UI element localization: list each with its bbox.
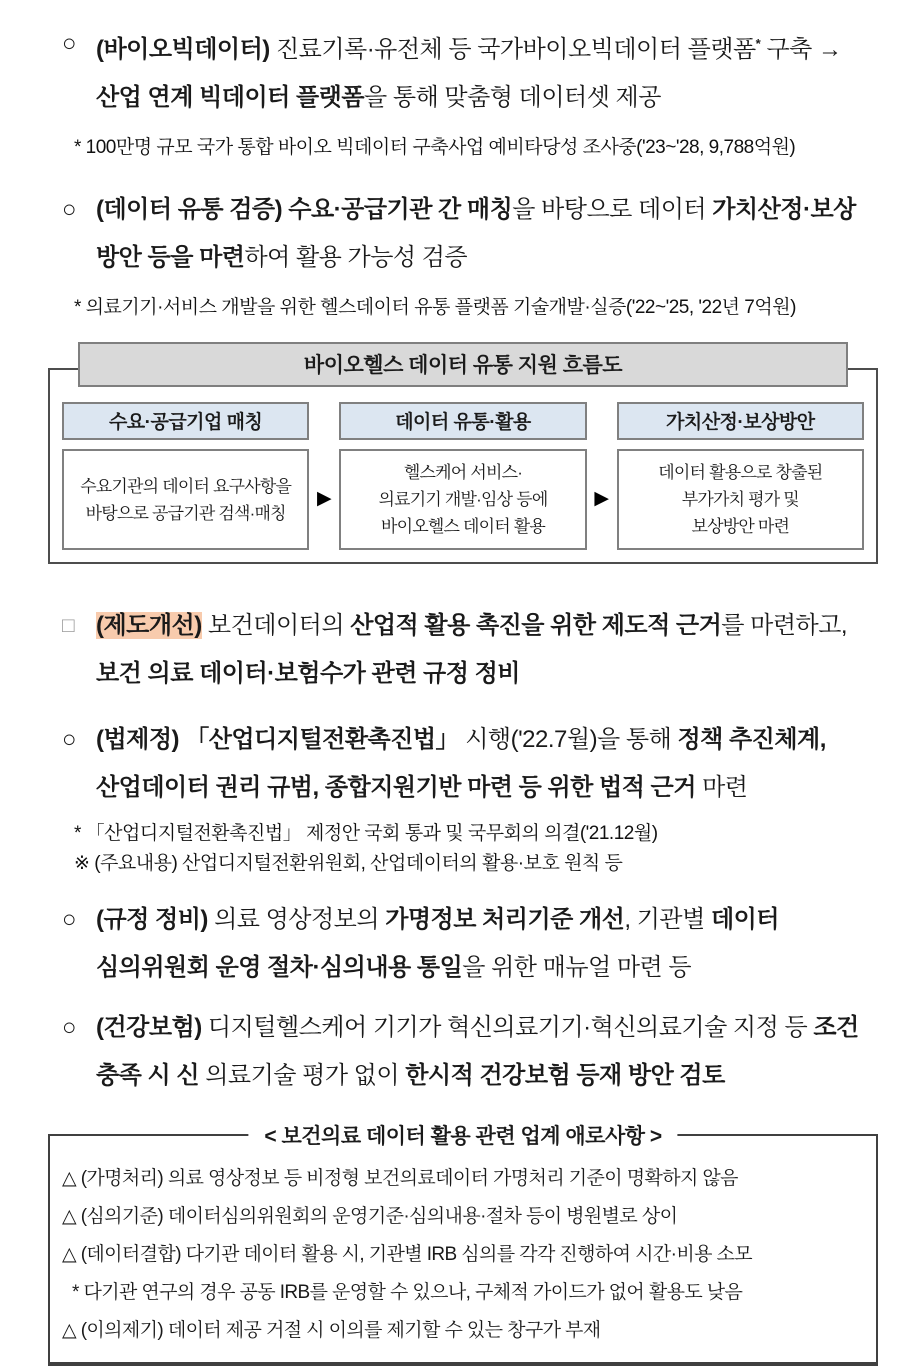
circle-bullet-icon: ○ [62,726,76,753]
paragraph-text [96,186,880,282]
text-segment: 를 마련하고, [721,612,848,639]
paragraph-institution-improvement [62,602,880,698]
text-segment: 보건데이터의 [201,612,351,639]
callout-item-review-criteria: △ (심의기준) 데이터심의위원회의 운영기준·심의내용·절차 등이 병원별로 상이 [62,1206,678,1227]
paragraph-health-insurance [62,1004,880,1100]
flow-column-matching [62,402,309,550]
paragraph-text [96,602,880,698]
text-segment: 데이터 심의위원회 운영 절차·심의내용 통일 [96,906,779,981]
text-segment: 하여 활용 가능성 검증 [244,244,468,271]
flow-box-line: 바이오헬스 데이터 활용 [380,517,546,536]
flow-box-line: 의료기기 개발·임상 등에 [378,490,548,509]
circle-bullet-icon: ○ [62,30,76,57]
text-segment: 의료기술 평가 없이 [199,1062,406,1089]
text-segment: (데이터 유통 검증) [96,196,289,223]
text-segment: (바이오빅데이터) [96,36,276,63]
text-segment: 을 위한 매뉴얼 마련 등 [462,954,692,981]
text-segment: 의료 영상정보의 [214,906,386,933]
flow-column-header: 가치산정·보상방안 [617,402,864,440]
callout-title: < 보건의료 데이터 활용 관련 업계 애로사항 > [248,1120,677,1150]
paragraph-bio-bigdata [62,20,880,122]
footnote-law-main-content: ※ (주요내용) 산업디지털전환위원회, 산업데이터의 활용·보호 원칙 등 [74,853,623,874]
right-arrow-icon: ▶ [317,487,332,509]
text-segment: 정책 추진체계, 산업데이터 권리 규범, 종합지원기반 마련 등 위한 법적 근거 [96,726,826,801]
flow-box-line: 수요기관의 데이터 요구사항을 [80,476,292,496]
circle-bullet-icon: ○ [62,196,76,223]
text-segment: (건강보험) [96,1014,208,1041]
text-segment: 가명정보 처리기준 개선 [385,906,625,933]
text-segment: 가치산정·보상 방안 등을 마련 [96,196,856,271]
text-segment: 진료기록·유전체 등 국가바이오빅데이터 플랫폼 [275,36,756,63]
text-segment: 한시적 건강보험 등재 방안 검토 [405,1062,725,1089]
flow-content-box [62,449,309,550]
circle-bullet-icon: ○ [62,906,76,933]
text-segment: 을 바탕으로 데이터 [512,196,713,223]
flow-box-line: 데이터 활용으로 창출된 [658,463,823,482]
paragraph-text [96,20,880,122]
text-segment: 디지털헬스케어 기기가 혁신의료기기·혁신의료기술 지정 등 [207,1014,814,1041]
flowchart-bio-health-data-flow [48,342,878,564]
text-segment: 「산업디지털전환촉진법」 [185,726,460,753]
flow-box-line: 바탕으로 공급기관 검색·매칭 [85,503,286,523]
text-segment: , 기관별 [624,906,711,933]
text-segment: 조건 충족 시 신 [96,1014,859,1089]
text-segment: 보건 의료 데이터·보험수가 관련 규정 정비 [96,660,520,687]
flow-content-box [339,449,586,550]
text-segment: 산업적 활용 촉진을 위한 제도적 근거 [350,612,722,639]
flow-column-header: 데이터 유통·활용 [339,402,586,440]
text-segment: * [755,36,761,51]
flow-column-distribution [339,402,586,550]
text-segment: 산업 연계 빅데이터 플랫폼 [96,84,365,111]
text-segment: 시행('22.7월)을 통해 [459,726,678,753]
circle-bullet-icon: ○ [62,1014,76,1041]
text-segment: (제도개선) [96,612,202,639]
text-segment: (규정 정비) [96,906,215,933]
flow-box-line: 보상방안 마련 [691,517,790,536]
flow-box-line: 헬스케어 서비스· [403,463,523,482]
right-arrow-icon: ▶ [594,487,609,509]
flow-column-valuation [617,402,864,550]
text-segment: 수요·공급기관 간 매칭 [288,196,513,223]
checkbox-bullet-icon: □ [62,614,75,637]
flowchart-body [48,368,878,564]
flow-content-box [617,449,864,550]
text-segment: 을 통해 맞춤형 데이터셋 제공 [364,84,661,111]
callout-item-objection: △ (이의제기) 데이터 제공 거절 시 이의를 제기할 수 있는 창구가 부재 [62,1320,601,1341]
footnote-bio-bigdata: * 100만명 규모 국가 통합 바이오 빅데이터 구축사업 예비타당성 조사중('23~'28, 9,788억원) [74,137,796,158]
paragraph-text [96,1004,880,1100]
paragraph-text [96,896,880,992]
paragraph-law-enactment [62,716,880,812]
text-segment: (법제정) [96,726,186,753]
flow-box-line: 부가가치 평가 및 [681,490,799,509]
text-segment: 구축 → [760,36,842,63]
callout-industry-difficulties [48,1125,878,1366]
callout-subitem-joint-irb: * 다기관 연구의 경우 공동 IRB를 운영할 수 있으나, 구체적 가이드가 없어 활용도 낮음 [72,1282,743,1303]
flow-column-header: 수요·공급기업 매칭 [62,402,309,440]
paragraph-data-distribution [62,186,880,282]
footnote-data-distribution: * 의료기기·서비스 개발을 위한 헬스데이터 유통 플랫폼 기술개발·실증('22~'25, '22년 7억원) [74,297,796,318]
paragraph-text [96,716,880,812]
callout-item-pseudonymization: △ (가명처리) 의료 영상정보 등 비정형 보건의료데이터 가명처리 기준이 명확하지 않음 [62,1168,738,1189]
text-segment: 마련 [695,774,748,801]
footnote-law-passage: * 「산업디지털전환촉진법」 제정안 국회 통과 및 국무회의 의결('21.12월) [74,823,658,844]
paragraph-regulation-maintenance [62,896,880,992]
callout-item-data-combination: △ (데이터결합) 다기관 데이터 활용 시, 기관별 IRB 심의를 각각 진행하여 시간·비용 소모 [62,1244,753,1265]
flowchart-title: 바이오헬스 데이터 유통 지원 흐름도 [78,342,848,387]
